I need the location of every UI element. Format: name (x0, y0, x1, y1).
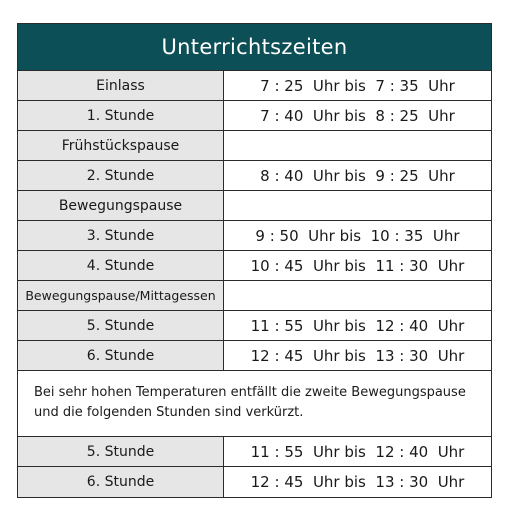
row-label: 4. Stunde (18, 251, 224, 280)
table-row (18, 311, 491, 341)
row-label: 3. Stunde (18, 221, 224, 250)
table-row (18, 191, 491, 221)
table-row (18, 131, 491, 161)
table-row (18, 437, 491, 467)
row-label: Frühstückspause (18, 131, 224, 160)
row-label: 5. Stunde (18, 311, 224, 340)
row-time: 8 : 40 Uhr bis 9 : 25 Uhr (260, 166, 455, 185)
heat-note: Bei sehr hohen Temperaturen entfällt die zweite Bewegungspause und die folgenden Stunden sind verkürzt. (18, 371, 491, 437)
table-row (18, 251, 491, 281)
row-label: 5. Stunde (18, 437, 224, 466)
table-row (18, 221, 491, 251)
row-label: 6. Stunde (18, 467, 224, 497)
row-time: 7 : 40 Uhr bis 8 : 25 Uhr (260, 106, 455, 125)
table-row (18, 161, 491, 191)
table-title: Unterrichtszeiten (18, 24, 491, 71)
row-time: 11 : 55 Uhr bis 12 : 40 Uhr (250, 316, 465, 335)
row-label: 2. Stunde (18, 161, 224, 190)
row-label: Einlass (18, 71, 224, 100)
row-time (224, 131, 491, 160)
table-row (18, 281, 491, 311)
row-time: 7 : 25 Uhr bis 7 : 35 Uhr (260, 76, 455, 95)
row-label: Bewegungspause/Mittagessen (18, 281, 224, 310)
row-time: 10 : 45 Uhr bis 11 : 30 Uhr (250, 256, 465, 275)
row-time: 11 : 55 Uhr bis 12 : 40 Uhr (250, 442, 465, 461)
schedule-table (17, 23, 492, 498)
table-row (18, 341, 491, 371)
table-row (18, 467, 491, 497)
row-label: Bewegungspause (18, 191, 224, 220)
row-label: 6. Stunde (18, 341, 224, 370)
row-label: 1. Stunde (18, 101, 224, 130)
row-time (224, 281, 491, 310)
row-time: 12 : 45 Uhr bis 13 : 30 Uhr (250, 473, 465, 491)
row-time: 12 : 45 Uhr bis 13 : 30 Uhr (250, 346, 465, 365)
row-time: 9 : 50 Uhr bis 10 : 35 Uhr (255, 226, 460, 245)
table-row (18, 71, 491, 101)
row-time (224, 191, 491, 220)
table-row (18, 101, 491, 131)
